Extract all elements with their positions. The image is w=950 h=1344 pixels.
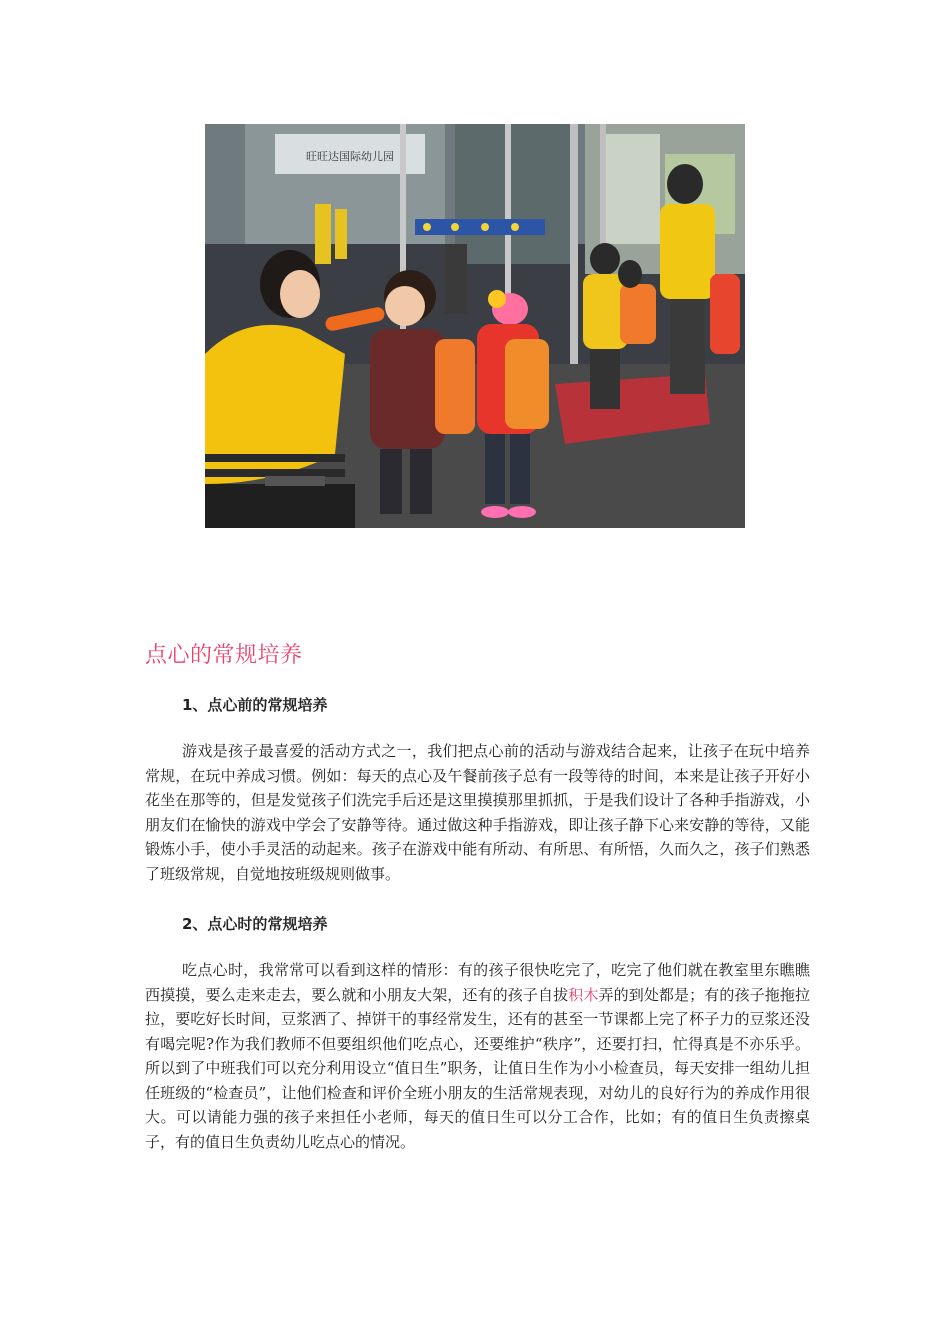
photo-illustration [205, 124, 745, 528]
section-body-during-snack [145, 958, 810, 1154]
section-body-before-snack: 游戏是孩子最喜爱的活动方式之一，我们把点心前的活动与游戏结合起来，让孩子在玩中培养常规，在玩中养成习惯。例如：每天的点心及午餐前孩子总有一段等待的时间，本来是让孩子开好小花坐在那等的，但是发觉孩子们洗完手后还是这里摸摸那里抓抓，于是我们设计了各种手指游戏，小朋友们在愉快的游戏中学会了安静等待。通过做这种手指游戏，即让孩子静下心来安静的等待，又能锻炼小手，使小手灵活的动起来。孩子在游戏中能有所动、有所思、有所悟，久而久之，孩子们熟悉了班级常规，自觉地按班级规则做事。 [145, 742, 810, 883]
section-title-during-snack: 2、点心时的常规培养 [182, 915, 328, 933]
highlight-link-blocks[interactable]: 积木 [568, 985, 599, 1004]
page-heading: 点心的常规培养 [145, 643, 303, 668]
body-text: 吃点心时，我常常可以看到这样的情形：有的孩子很快吃完了，吃完了他们就在教室里东瞧瞧西摸摸，要么走来走去，要么就和小朋友大架，还有的孩子自拔 [145, 961, 810, 1004]
storefront-sign: 旺旺达国际幼儿园 [306, 150, 394, 163]
section-title-before-snack: 1、点心前的常规培养 [182, 696, 328, 714]
kindergarten-photo [205, 124, 745, 528]
body-text-continued: 弄的到处都是；有的孩子拖拖拉拉，要吃好长时间，豆浆洒了、掉饼干的事经常发生，还有的甚至一节课都上完了杯子力的豆浆还没有喝完呢?作为我们教师不但要组织他们吃点心，还要维护“秩序”，还要打扫，忙得真是不亦乐乎。所以到了中班我们可以充分利用设立“值日生”职务，让值日生作为小小检查员，每天安排一组幼儿担任班级的“检查员”，让他们检查和评价全班小朋友的生活常规表现，对幼儿的良好行为的养成作用很大。可以请能力强的孩子来担任小老师，每天的值日生可以分工合作，比如；有的值日生负责擦桌子，有的值日生负责幼儿吃点心的情况。 [145, 985, 810, 1151]
